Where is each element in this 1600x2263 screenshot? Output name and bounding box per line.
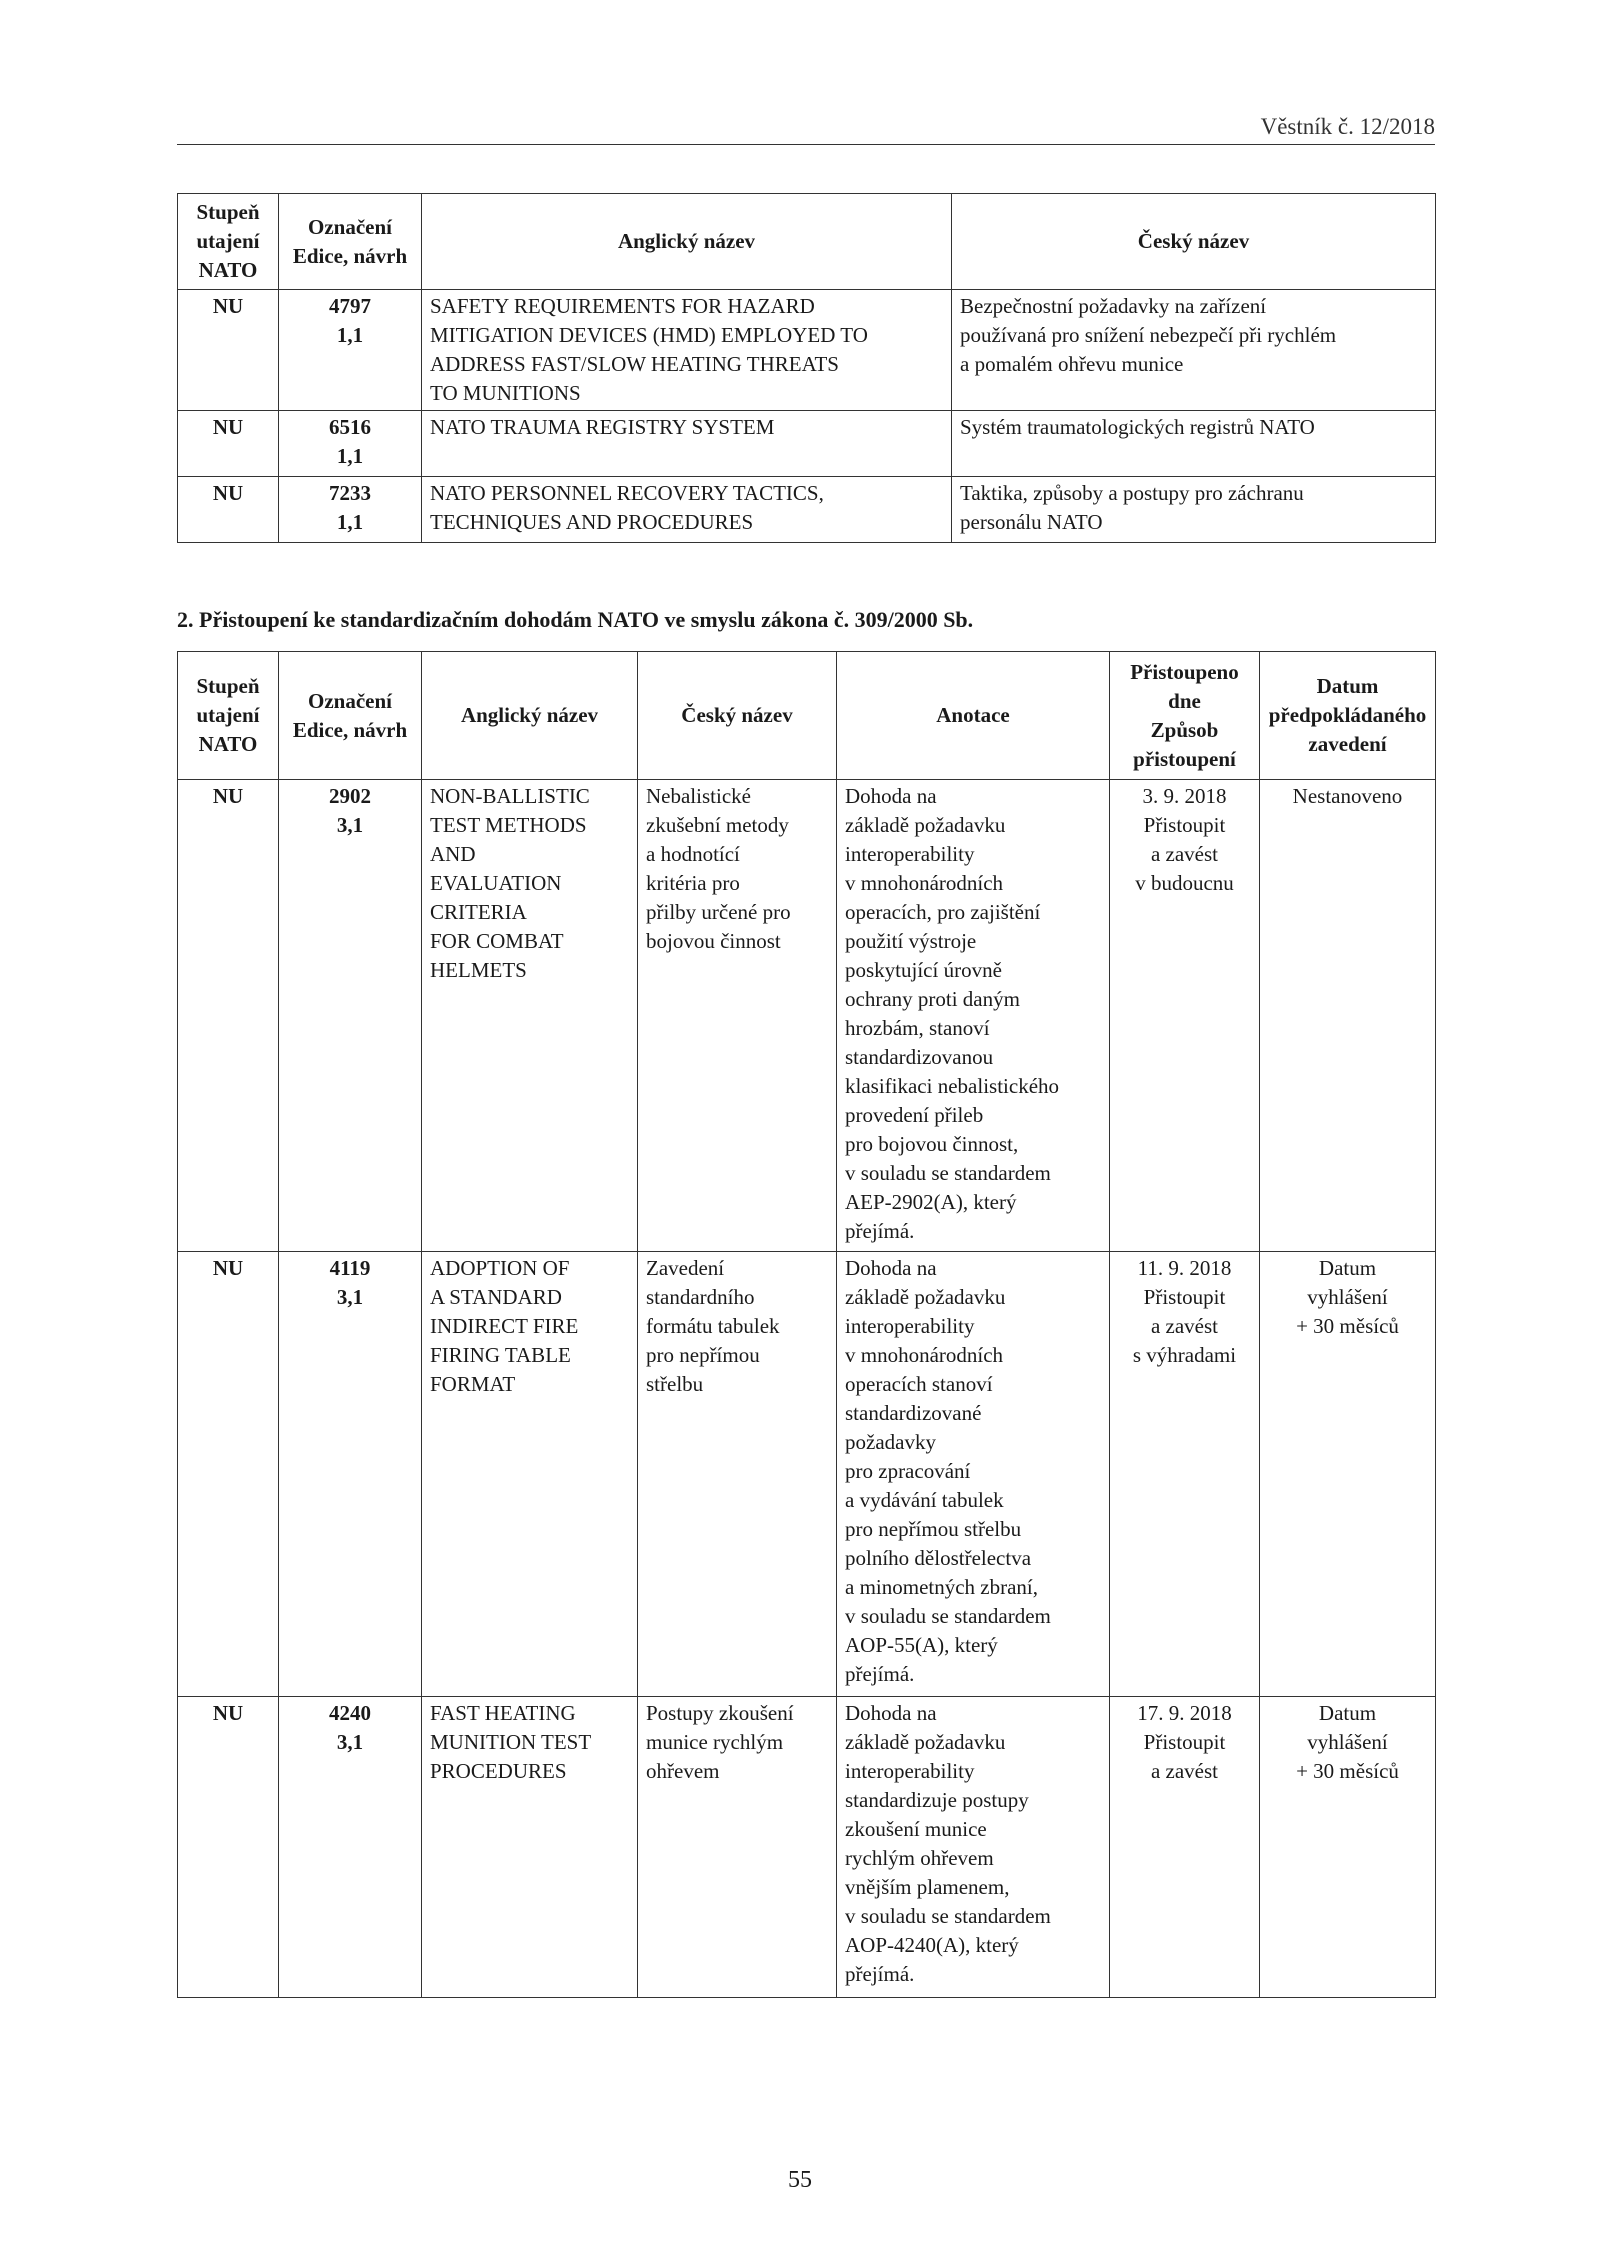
table-row [178, 1697, 1436, 1998]
table-row [178, 290, 1436, 411]
cell-cesky: Nebalistické zkušební metody a hodnotící kritéria pro přilby určené pro bojovou činnost [638, 780, 837, 1252]
table-row [178, 1252, 1436, 1697]
col-header-anglicky: Anglický název [422, 194, 952, 290]
col-header-cesky: Český název [952, 194, 1436, 290]
cell-anotace: Dohoda na základě požadavku interoperability standardizuje postupy zkoušení munice rychlým ohřevem vnějším plamenem, v souladu se standardem AOP-4240(A), který přejímá. [837, 1697, 1110, 1998]
stanag-table-2 [177, 651, 1436, 1998]
cell-stupen: NU [178, 290, 279, 411]
cell-anotace: Dohoda na základě požadavku interoperability v mnohonárodních operacích, pro zajištění použití výstroje poskytující úrovně ochrany proti daným hrozbám, stanoví standardizovanou klasifikaci nebalistického provedení přileb pro bojovou činnost, v souladu se standardem AEP-2902(A), který přejímá. [837, 780, 1110, 1252]
cell-stupen: NU [178, 411, 279, 477]
cell-oznaceni: 4240 3,1 [279, 1697, 422, 1998]
header-rule [177, 112, 1435, 145]
cell-pristoupeno: 3. 9. 2018 Přistoupit a zavést v budoucnu [1110, 780, 1260, 1252]
table1-header-row [178, 194, 1436, 290]
cell-pristoupeno: 11. 9. 2018 Přistoupit a zavést s výhradami [1110, 1252, 1260, 1697]
table-row [178, 780, 1436, 1252]
cell-cesky: Systém traumatologických registrů NATO [952, 411, 1436, 477]
cell-oznaceni: 4119 3,1 [279, 1252, 422, 1697]
col-header-pristoupeno: Přistoupeno dne Způsob přistoupení [1110, 652, 1260, 780]
section-2-title: 2. Přistoupení ke standardizačním dohodám NATO ve smyslu zákona č. 309/2000 Sb. [177, 607, 974, 632]
col-header-stupen: Stupeň utajení NATO [178, 652, 279, 780]
table-row [178, 411, 1436, 477]
table-row [178, 477, 1436, 543]
cell-oznaceni: 7233 1,1 [279, 477, 422, 543]
cell-stupen: NU [178, 780, 279, 1252]
cell-oznaceni: 4797 1,1 [279, 290, 422, 411]
cell-cesky: Bezpečnostní požadavky na zařízení používaná pro snížení nebezpečí při rychlém a pomalém ohřevu munice [952, 290, 1436, 411]
cell-anglicky: ADOPTION OF A STANDARD INDIRECT FIRE FIRING TABLE FORMAT [422, 1252, 638, 1697]
cell-stupen: NU [178, 1252, 279, 1697]
cell-oznaceni: 2902 3,1 [279, 780, 422, 1252]
cell-anglicky: NON-BALLISTIC TEST METHODS AND EVALUATION CRITERIA FOR COMBAT HELMETS [422, 780, 638, 1252]
cell-anotace: Dohoda na základě požadavku interoperability v mnohonárodních operacích stanoví standardizované požadavky pro zpracování a vydávání tabulek pro nepřímou střelbu polního dělostřelectva a minometných zbraní, v souladu se standardem AOP-55(A), který přejímá. [837, 1252, 1110, 1697]
cell-cesky: Postupy zkoušení munice rychlým ohřevem [638, 1697, 837, 1998]
stanag-table-1 [177, 193, 1436, 543]
cell-anglicky: FAST HEATING MUNITION TEST PROCEDURES [422, 1697, 638, 1998]
cell-stupen: NU [178, 1697, 279, 1998]
cell-datum: Datum vyhlášení + 30 měsíců [1260, 1252, 1436, 1697]
cell-pristoupeno: 17. 9. 2018 Přistoupit a zavést [1110, 1697, 1260, 1998]
cell-anglicky: NATO TRAUMA REGISTRY SYSTEM [422, 411, 952, 477]
col-header-anotace: Anotace [837, 652, 1110, 780]
col-header-cesky: Český název [638, 652, 837, 780]
col-header-oznaceni: Označení Edice, návrh [279, 194, 422, 290]
cell-stupen: NU [178, 477, 279, 543]
cell-datum: Nestanoveno [1260, 780, 1436, 1252]
col-header-oznaceni: Označení Edice, návrh [279, 652, 422, 780]
cell-oznaceni: 6516 1,1 [279, 411, 422, 477]
col-header-stupen: Stupeň utajení NATO [178, 194, 279, 290]
cell-cesky: Zavedení standardního formátu tabulek pro nepřímou střelbu [638, 1252, 837, 1697]
journal-issue-header: Věstník č. 12/2018 [1260, 114, 1435, 139]
page-number: 55 [788, 2167, 812, 2193]
col-header-datum: Datum předpokládaného zavedení [1260, 652, 1436, 780]
cell-anglicky: NATO PERSONNEL RECOVERY TACTICS, TECHNIQUES AND PROCEDURES [422, 477, 952, 543]
cell-cesky: Taktika, způsoby a postupy pro záchranu personálu NATO [952, 477, 1436, 543]
table2-header-row [178, 652, 1436, 780]
col-header-anglicky: Anglický název [422, 652, 638, 780]
cell-datum: Datum vyhlášení + 30 měsíců [1260, 1697, 1436, 1998]
cell-anglicky: SAFETY REQUIREMENTS FOR HAZARD MITIGATION DEVICES (HMD) EMPLOYED TO ADDRESS FAST/SLOW HEATING THREATS TO MUNITIONS [422, 290, 952, 411]
